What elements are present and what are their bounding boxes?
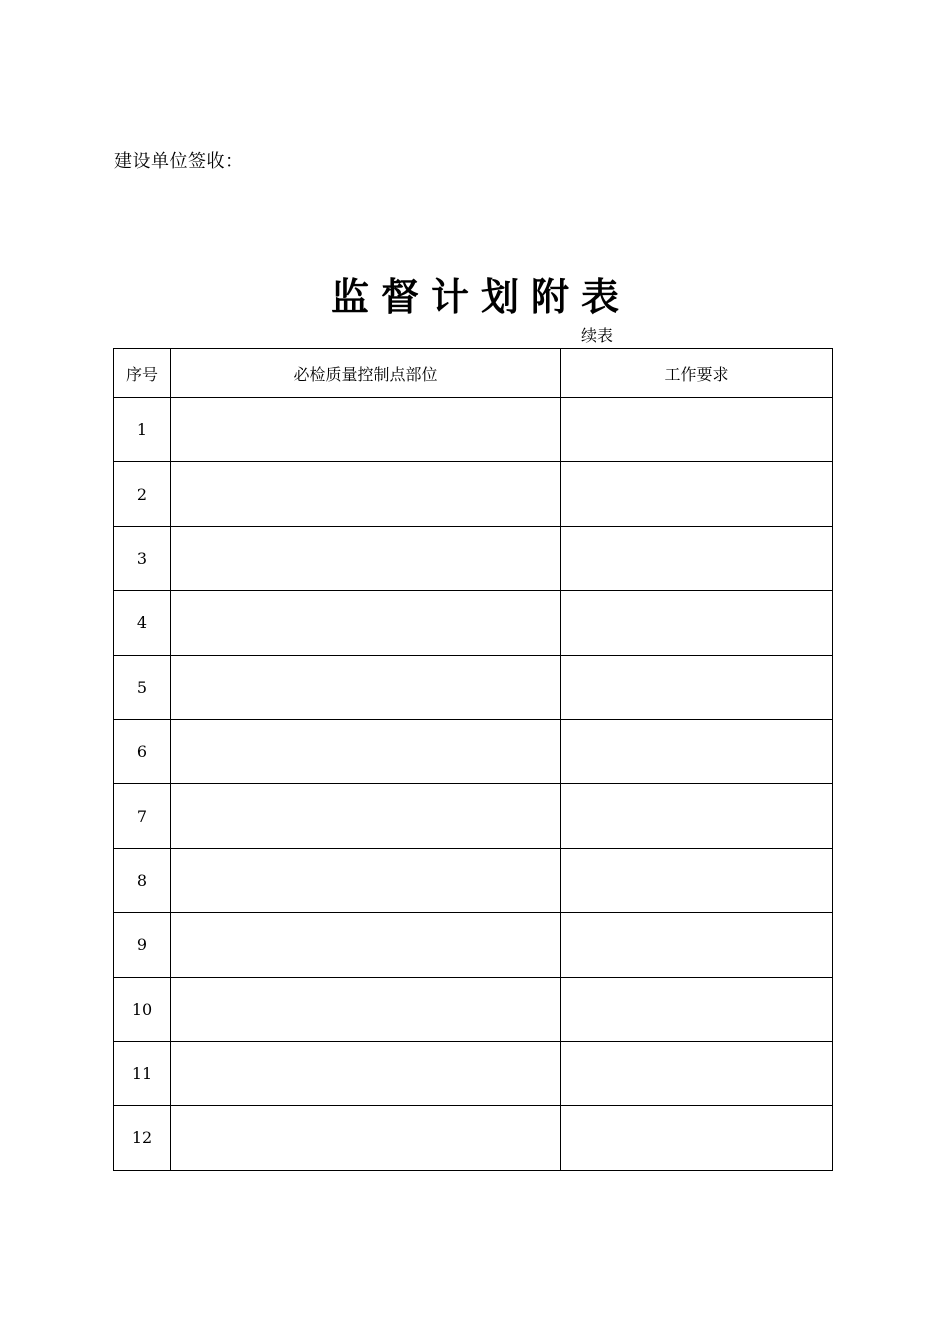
row-control-point-part[interactable]: [171, 913, 561, 977]
row-control-point-part[interactable]: [171, 977, 561, 1041]
row-control-point-part[interactable]: [171, 719, 561, 783]
row-work-requirement[interactable]: [561, 591, 833, 655]
table-row: [114, 784, 833, 848]
row-control-point-part[interactable]: [171, 398, 561, 462]
table-row: [114, 462, 833, 526]
header-work-requirement: 工作要求: [561, 349, 833, 398]
table-row: [114, 591, 833, 655]
table-row: [114, 1041, 833, 1105]
row-serial-number: 9: [114, 913, 171, 977]
signoff-label: 建设单位签收：: [114, 151, 244, 172]
table-row: [114, 719, 833, 783]
row-control-point-part[interactable]: [171, 655, 561, 719]
row-work-requirement[interactable]: [561, 913, 833, 977]
table-row: [114, 398, 833, 462]
supervision-plan-table: [113, 348, 833, 1171]
table-row: [114, 848, 833, 912]
row-serial-number: 2: [114, 462, 171, 526]
table-row: [114, 913, 833, 977]
row-serial-number: 7: [114, 784, 171, 848]
table-row: [114, 977, 833, 1041]
page-title: 监督计划附表: [330, 275, 631, 319]
continuation-note: 续表: [581, 326, 614, 345]
row-work-requirement[interactable]: [561, 784, 833, 848]
table-row: [114, 1106, 833, 1170]
row-work-requirement[interactable]: [561, 977, 833, 1041]
row-control-point-part[interactable]: [171, 1041, 561, 1105]
row-work-requirement[interactable]: [561, 398, 833, 462]
row-serial-number: 11: [114, 1041, 171, 1105]
table-row: [114, 526, 833, 590]
row-control-point-part[interactable]: [171, 784, 561, 848]
row-work-requirement[interactable]: [561, 526, 833, 590]
row-work-requirement[interactable]: [561, 1106, 833, 1170]
row-work-requirement[interactable]: [561, 462, 833, 526]
table-header-row: [114, 349, 833, 398]
row-serial-number: 5: [114, 655, 171, 719]
table-row: [114, 655, 833, 719]
row-control-point-part[interactable]: [171, 462, 561, 526]
header-control-point-part: 必检质量控制点部位: [171, 349, 561, 398]
row-control-point-part[interactable]: [171, 848, 561, 912]
row-work-requirement[interactable]: [561, 848, 833, 912]
row-serial-number: 12: [114, 1106, 171, 1170]
row-control-point-part[interactable]: [171, 526, 561, 590]
row-serial-number: 4: [114, 591, 171, 655]
header-serial-number: 序号: [114, 349, 171, 398]
row-control-point-part[interactable]: [171, 1106, 561, 1170]
row-control-point-part[interactable]: [171, 591, 561, 655]
row-work-requirement[interactable]: [561, 719, 833, 783]
row-serial-number: 8: [114, 848, 171, 912]
row-work-requirement[interactable]: [561, 1041, 833, 1105]
row-serial-number: 3: [114, 526, 171, 590]
row-serial-number: 10: [114, 977, 171, 1041]
row-serial-number: 6: [114, 719, 171, 783]
row-serial-number: 1: [114, 398, 171, 462]
row-work-requirement[interactable]: [561, 655, 833, 719]
